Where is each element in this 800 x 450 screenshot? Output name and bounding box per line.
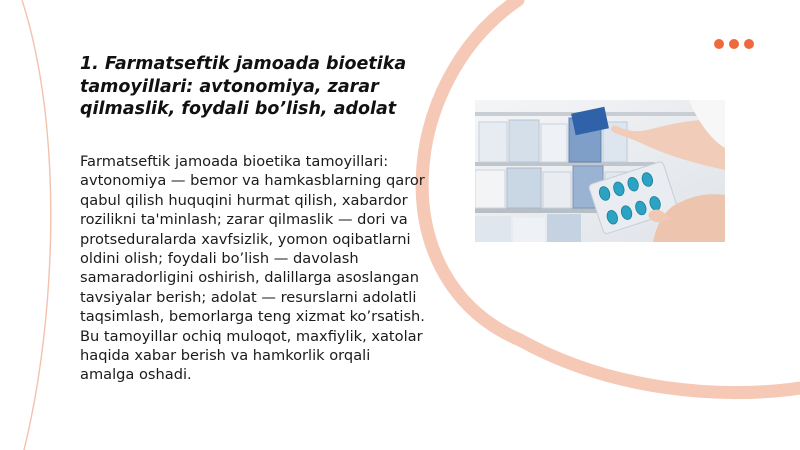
- pharmacy-shelf-illustration: [475, 100, 725, 242]
- left-arc-line: [22, 0, 51, 450]
- slide-title: 1. Farmatseftik jamoada bioetika tamoyillari: avtonomiya, zarar qilmaslik, foydali bo’lish, adolat: [80, 54, 407, 119]
- decorative-dot: [744, 39, 754, 49]
- decorative-dot: [714, 39, 724, 49]
- slide-body-text: Farmatseftik jamoada bioetika tamoyillari: avtonomiya — bemor va hamkasblarning qaror qabul qilish huquqini hurmat qilish, xabardor rozilikni ta'minlash; zarar qilmaslik — dori va protseduralarda xavfsizlik, yomon oqibatlarni oldini olish; foydali bo’lish — davolash samaradorligini oshirish, dalillarga asoslangan tavsiyalar berish; adolat — resurslarni adolatli taqsimlash, bemorlarga teng xizmat ko’rsatish. Bu tamoyillar ochiq muloqot, maxfiylik, xatolar haqida xabar berish va hamkorlik orqali amalga oshadi.: [80, 153, 425, 384]
- pharmacy-shelf-photo: [475, 100, 725, 242]
- decorative-dots: [714, 39, 754, 49]
- decorative-dot: [729, 39, 739, 49]
